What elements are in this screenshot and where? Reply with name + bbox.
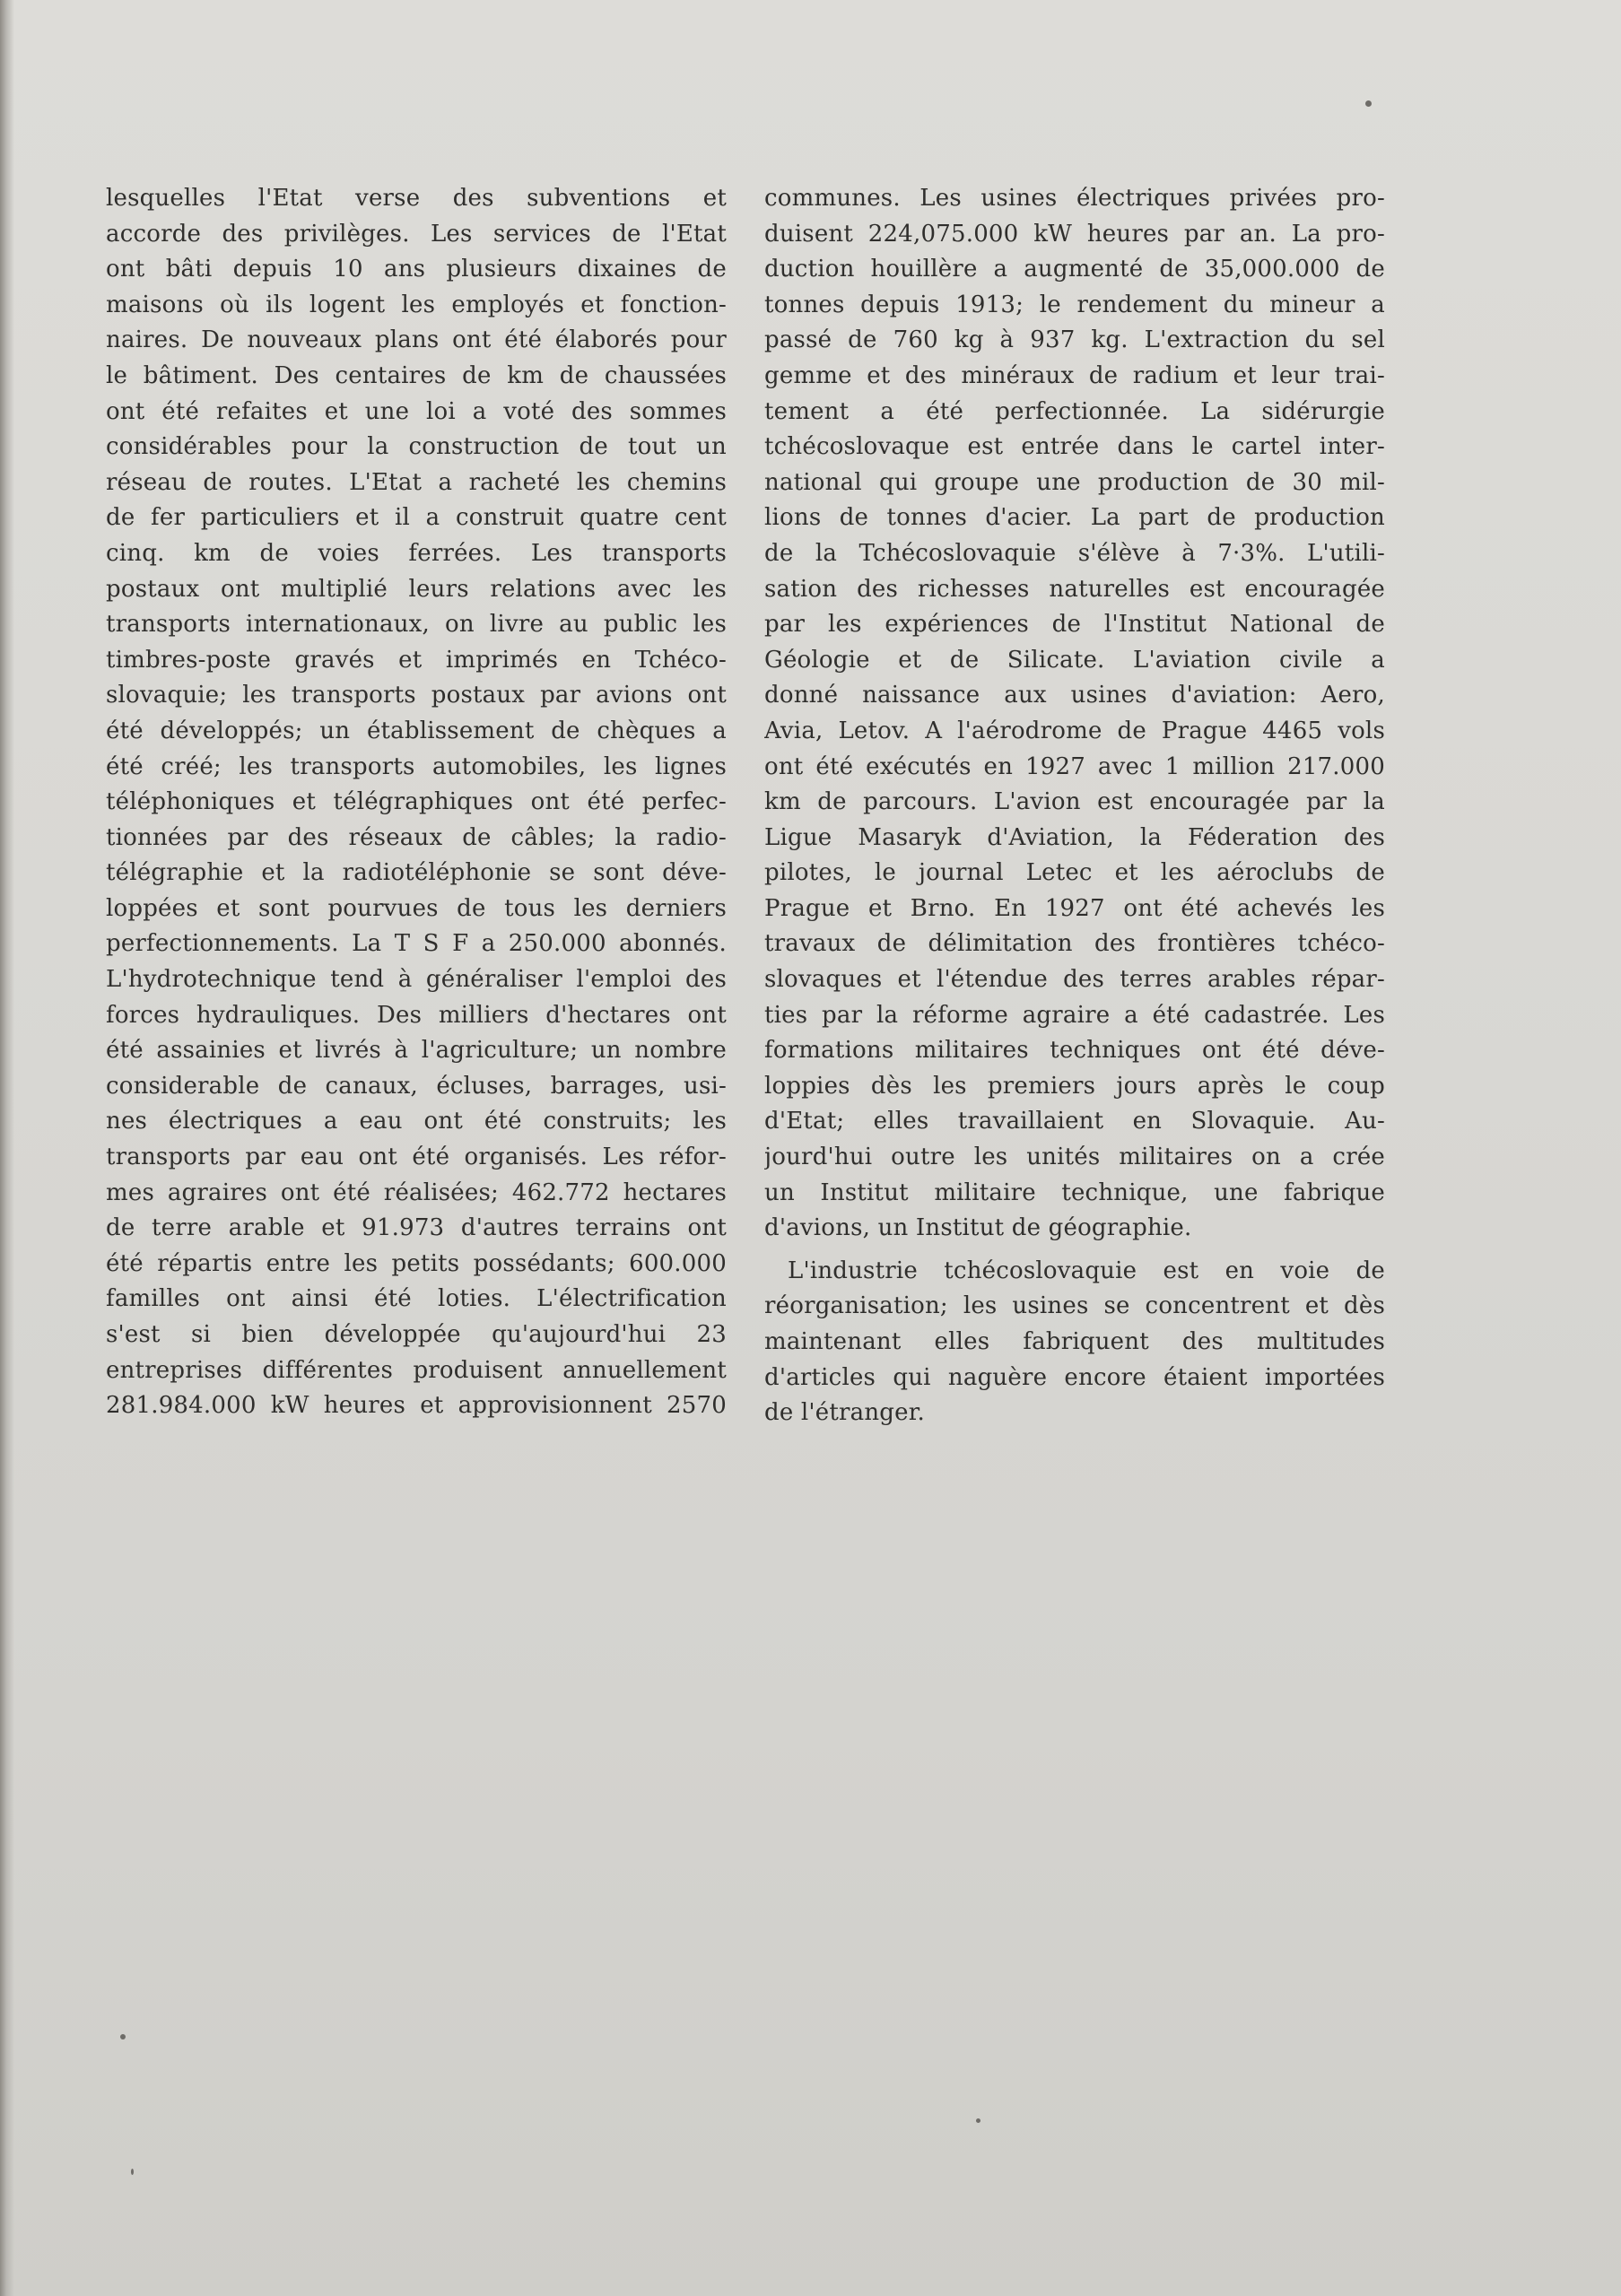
paper-speck — [131, 2169, 134, 2175]
text-line: le bâtiment. Des centaires de km de chaussées — [106, 361, 727, 389]
text-line: téléphoniques et télégraphiques ont été perfec- — [106, 788, 727, 816]
text-line: considérables pour la construction de tout un — [106, 433, 727, 461]
text-line: naires. De nouveaux plans ont été élaborés pour — [106, 326, 727, 354]
text-line: Ligue Masaryk d'Aviation, la Féderation des — [764, 823, 1385, 851]
left-text-column — [106, 181, 727, 1424]
text-line: donné naissance aux usines d'aviation: Aero, — [764, 682, 1385, 709]
right-paragraph-1 — [764, 181, 1385, 1247]
text-line: accorde des privilèges. Les services de l'Etat — [106, 220, 727, 248]
text-line: L'hydrotechnique tend à généraliser l'emploi des — [106, 966, 727, 994]
text-line: duction houillère a augmenté de 35,000.000 de — [764, 256, 1385, 283]
text-line: gemme et des minéraux de radium et leur trai- — [764, 361, 1385, 389]
text-line: jourd'hui outre les unités militaires on a crée — [764, 1144, 1385, 1171]
text-line: de l'étranger. — [764, 1399, 925, 1427]
text-line: national qui groupe une production de 30 mil- — [764, 468, 1385, 496]
text-line: été créé; les transports automobiles, les lignes — [106, 752, 727, 780]
text-line: forces hydrauliques. Des milliers d'hectares ont — [106, 1001, 727, 1029]
text-line: télégraphie et la radiotéléphonie se sont déve- — [106, 859, 727, 887]
text-line: nes électriques a eau ont été construits; les — [106, 1108, 727, 1135]
text-line: postaux ont multiplié leurs relations avec les — [106, 575, 727, 603]
text-line: lesquelles l'Etat verse des subventions et — [106, 185, 727, 212]
text-line: tionnées par des réseaux de câbles; la radio- — [106, 823, 727, 851]
text-line: ont bâti depuis 10 ans plusieurs dixaines de — [106, 256, 727, 283]
text-line: slovaquie; les transports postaux par avions ont — [106, 682, 727, 709]
text-line: L'industrie tchécoslovaquie est en voie de — [788, 1257, 1385, 1284]
text-line: réorganisation; les usines se concentrent et dès — [764, 1292, 1385, 1320]
text-line: tonnes depuis 1913; le rendement du mineur a — [764, 291, 1385, 318]
text-line: sation des richesses naturelles est encouragée — [764, 575, 1385, 603]
text-line: communes. Les usines électriques privées pro- — [764, 185, 1385, 212]
right-text-column — [764, 181, 1385, 1431]
text-line: considerable de canaux, écluses, barrages, usi- — [106, 1072, 727, 1100]
text-line: ties par la réforme agraire a été cadastrée. Les — [764, 1001, 1385, 1029]
text-line: formations militaires techniques ont été déve- — [764, 1037, 1385, 1065]
text-line: slovaques et l'étendue des terres arables répar- — [764, 966, 1385, 994]
text-line: Prague et Brno. En 1927 ont été achevés les — [764, 894, 1385, 922]
text-line: d'avions, un Institut de géographie. — [764, 1214, 1192, 1242]
text-line: loppies dès les premiers jours après le coup — [764, 1072, 1385, 1100]
text-line: réseau de routes. L'Etat a racheté les chemins — [106, 468, 727, 496]
text-line: tchécoslovaque est entrée dans le cartel inter- — [764, 433, 1385, 461]
text-line: loppées et sont pourvues de tous les derniers — [106, 894, 727, 922]
page-binding-shadow — [0, 0, 14, 2296]
text-line: d'articles qui naguère encore étaient importées — [764, 1363, 1385, 1391]
paper-speck — [120, 2034, 126, 2039]
text-line: de fer particuliers et il a construit quatre cent — [106, 504, 727, 532]
text-line: été répartis entre les petits possédants; 600.000 — [106, 1249, 727, 1277]
text-line: d'Etat; elles travaillaient en Slovaquie. Au- — [764, 1108, 1385, 1135]
text-line: pilotes, le journal Letec et les aéroclubs de — [764, 859, 1385, 887]
text-line: de la Tchécoslovaquie s'élève à 7·3%. L'utili- — [764, 539, 1385, 567]
paper-speck — [976, 2118, 980, 2123]
text-line: km de parcours. L'avion est encouragée par la — [764, 788, 1385, 816]
text-line: familles ont ainsi été loties. L'électrification — [106, 1285, 727, 1313]
text-line: un Institut militaire technique, une fabrique — [764, 1178, 1385, 1206]
text-line: lions de tonnes d'acier. La part de production — [764, 504, 1385, 532]
text-line: mes agraires ont été réalisées; 462.772 hectares — [106, 1178, 727, 1206]
text-line: de terre arable et 91.973 d'autres terrains ont — [106, 1214, 727, 1242]
text-line: passé de 760 kg à 937 kg. L'extraction du sel — [764, 326, 1385, 354]
text-line: travaux de délimitation des frontières tchéco- — [764, 930, 1385, 958]
text-line: Avia, Letov. A l'aérodrome de Prague 4465 vols — [764, 717, 1385, 744]
text-line: entreprises différentes produisent annuellement — [106, 1356, 727, 1384]
right-paragraph-2 — [764, 1254, 1385, 1431]
text-line: Géologie et de Silicate. L'aviation civile a — [764, 646, 1385, 674]
text-line: maintenant elles fabriquent des multitudes — [764, 1328, 1385, 1355]
text-line: s'est si bien développée qu'aujourd'hui 23 — [106, 1321, 727, 1348]
text-line: timbres-poste gravés et imprimés en Tchéco- — [106, 646, 727, 674]
text-line: ont été refaites et une loi a voté des sommes — [106, 397, 727, 425]
text-line: transports par eau ont été organisés. Les réfor- — [106, 1144, 727, 1171]
text-line: duisent 224,075.000 kW heures par an. La pro- — [764, 220, 1385, 248]
text-line: été assainies et livrés à l'agriculture; un nombre — [106, 1037, 727, 1065]
text-line: transports internationaux, on livre au public les — [106, 611, 727, 639]
text-line: perfectionnements. La T S F a 250.000 abonnés. — [106, 930, 727, 958]
text-line: été développés; un établissement de chèques a — [106, 717, 727, 744]
text-line: par les expériences de l'Institut National de — [764, 611, 1385, 639]
text-line: 281.984.000 kW heures et approvisionnent 2570 — [106, 1392, 727, 1420]
text-line: maisons où ils logent les employés et fonction- — [106, 291, 727, 318]
text-line: cinq. km de voies ferrées. Les transports — [106, 539, 727, 567]
paper-speck — [1365, 100, 1372, 107]
text-line: tement a été perfectionnée. La sidérurgie — [764, 397, 1385, 425]
text-line: ont été exécutés en 1927 avec 1 million 217.000 — [764, 752, 1385, 780]
